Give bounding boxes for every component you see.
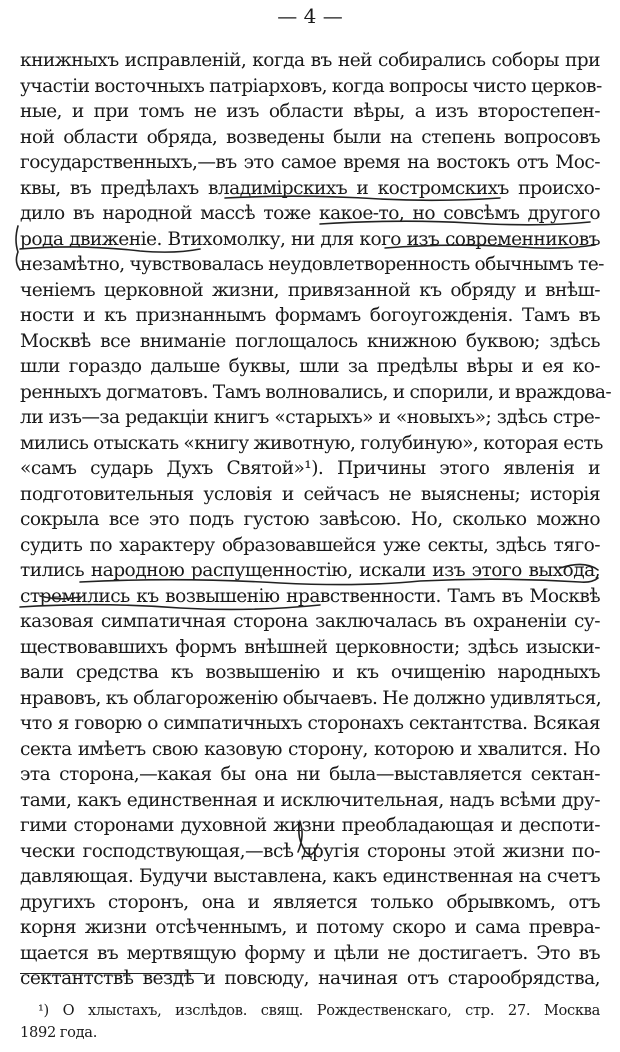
text-line: ные, и при томъ не изъ области вѣры, а изъ второстепен-: [20, 101, 600, 122]
text-line: секта имѣетъ свою казовую сторону, которою и хвалится. Но: [20, 738, 600, 760]
text-line: другихъ сторонъ, она и является только обрывкомъ, отъ: [20, 891, 600, 913]
footnote: [20, 1000, 600, 1044]
text-line: сокрыла все это подъ густою завѣсою. Но, сколько можно: [20, 509, 600, 530]
text-line: давляющая. Будучи выставлена, какъ единственная на счетъ: [20, 866, 600, 887]
text-line: тами, какъ единственная и исключительная, надъ всѣми дру-: [20, 789, 600, 811]
text-line: книжныхъ исправленій, когда въ ней собирались соборы при: [20, 50, 600, 71]
text-line: государственныхъ,—въ это самое время на востокъ отъ Мос-: [20, 152, 600, 173]
text-line: дило въ народной массѣ тоже какое-то, но совсѣмъ другого: [20, 203, 600, 224]
footnote-line: 1892 года.: [20, 1024, 98, 1041]
text-line: участіи восточныхъ патріарховъ, когда вопросы чисто церков-: [20, 75, 602, 97]
text-line: мились отыскать «книгу животную, голубиную», которая есть: [20, 432, 603, 454]
text-line: ности и къ признаннымъ формамъ богоугожденія. Тамъ въ: [20, 305, 600, 326]
text-line: ной области обряда, возведены были на степень вопросовъ: [20, 126, 600, 148]
text-line: щается въ мертвящую форму и цѣли не достигаетъ. Это въ: [20, 942, 600, 964]
footnote-divider: [20, 973, 205, 974]
text-line: ли изъ—за редакціи книгъ «старыхъ» и «новыхъ»; здѣсь стре-: [20, 407, 600, 428]
text-line: сектантствѣ вездѣ и повсюду, начиная отъ старообрядства,: [20, 968, 600, 989]
text-line: подготовительныя условія и сейчасъ не выяснены; исторія: [20, 483, 600, 505]
text-line: эта сторона,—какая бы она ни была—выставляется сектан-: [20, 764, 600, 785]
text-line: рода движеніе. Втихомолку, ни для кого изъ современниковъ: [20, 228, 600, 250]
text-line: тились народною распущенностію, искали изъ этого выхода,: [20, 560, 600, 581]
footnote-line: ¹) О хлыстахъ, изслѣдов. свящ. Рождественскаго, стр. 27. Москва: [38, 1002, 600, 1019]
text-line: шли гораздо дальше буквы, шли за предѣлы вѣры и ея ко-: [20, 356, 600, 377]
text-line: что я говорю о симпатичныхъ сторонахъ сектантства. Всякая: [20, 713, 600, 734]
text-line: гими сторонами духовной жизни преобладающая и деспоти-: [20, 815, 600, 836]
text-line: ществовавшихъ формъ внѣшней церковности; здѣсь изыски-: [20, 636, 600, 658]
text-line: стремились къ возвышенію нравственности. Тамъ въ Москвѣ: [20, 585, 600, 607]
text-line: квы, въ предѣлахъ владимірскихъ и костромскихъ происхо-: [20, 177, 600, 199]
text-line: чески господствующая,—всѣ другія стороны этой жизни по-: [20, 840, 600, 862]
body-text: [20, 48, 612, 992]
text-line: ренныхъ догматовъ. Тамъ волновались, и спорили, и враждова-: [20, 381, 612, 403]
text-line: вали средства къ возвышенію и къ очищенію народныхъ: [20, 662, 600, 683]
text-line: судить по характеру образовавшейся уже секты, здѣсь тяго-: [20, 534, 600, 556]
text-line: ченіемъ церковной жизни, привязанной къ обряду и внѣш-: [20, 279, 600, 301]
text-line: «самъ сударь Духъ Святой»¹). Причины этого явленія и: [20, 458, 600, 479]
text-line: Москвѣ все вниманіе поглощалось книжною буквою; здѣсь: [20, 330, 600, 352]
text-line: казовая симпатичная сторона заключалась въ охраненіи су-: [20, 611, 600, 632]
page-number: — 4 —: [277, 4, 343, 28]
text-line: незамѣтно, чувствовалась неудовлетворенность обычнымъ те-: [20, 254, 604, 275]
text-line: корня жизни отсѣченнымъ, и потому скоро и сама превра-: [20, 917, 600, 938]
text-line: нравовъ, къ облагороженію обычаевъ. Не должно удивляться,: [20, 687, 602, 709]
